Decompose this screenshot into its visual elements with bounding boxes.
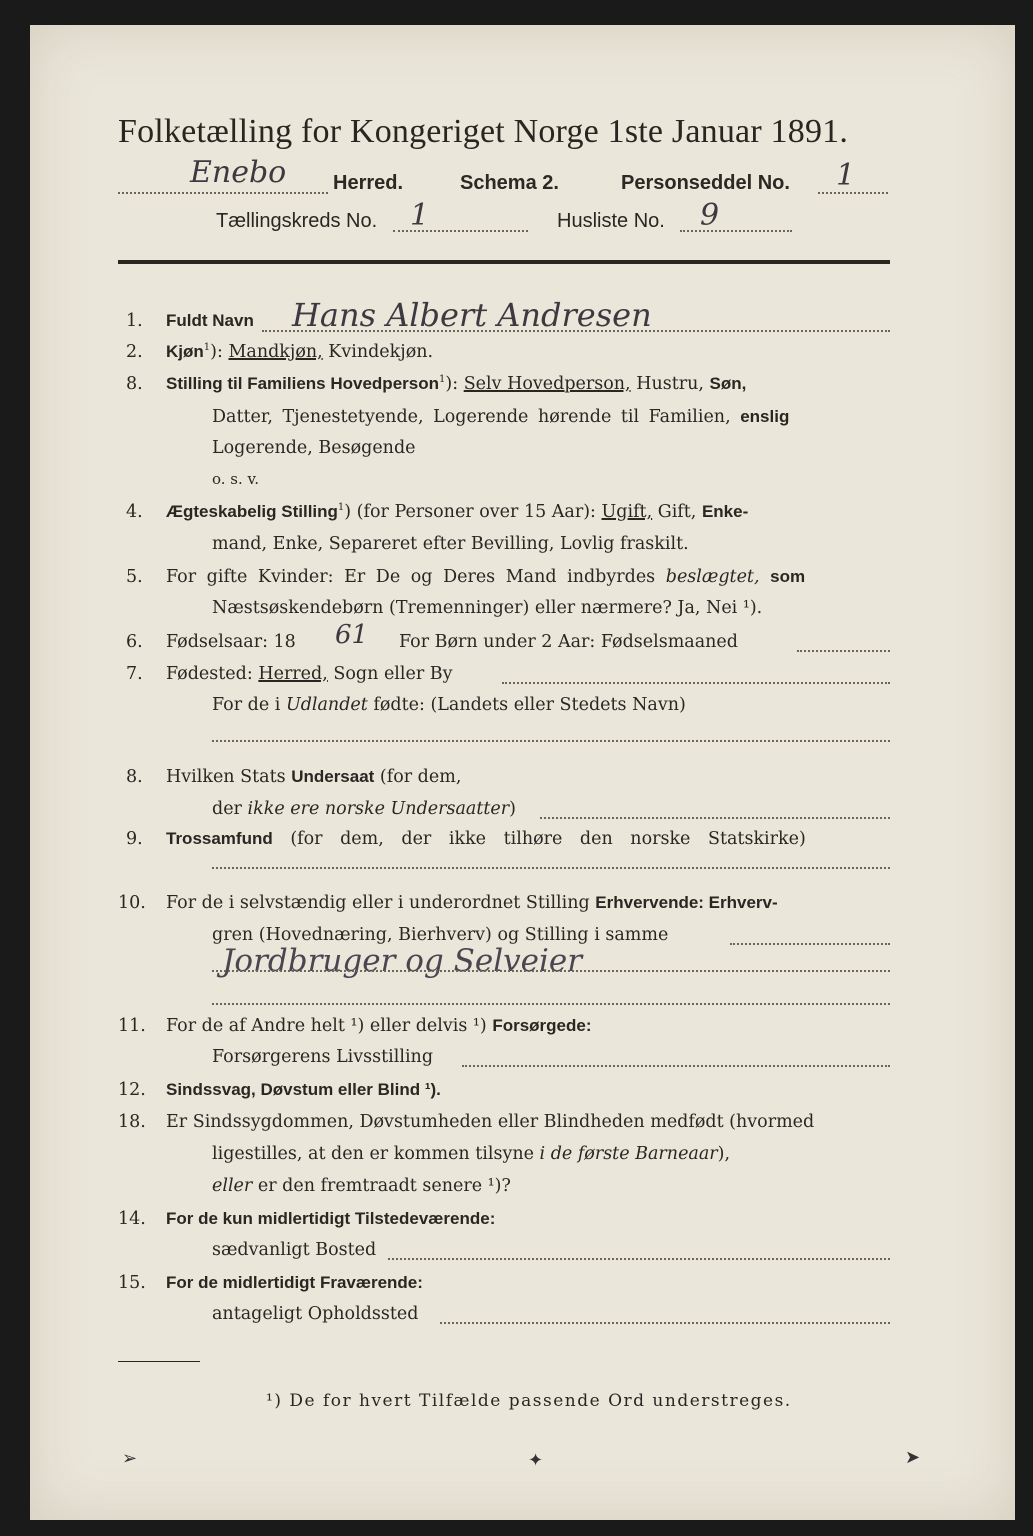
item-7-line-2b: fødte: (Landets eller Stedets Navn) xyxy=(373,695,686,715)
item-13-line-2b: ), xyxy=(717,1144,731,1164)
personseddel-value: 1 xyxy=(836,158,856,193)
item-13-line-2a: ligestilles, at den er kommen tilsyne xyxy=(212,1144,534,1164)
item-5-line-2: Næstsøskendebørn (Tremenninger) eller nærmere? Ja, Nei ¹). xyxy=(212,598,763,618)
item-11-dotted-line xyxy=(462,1065,890,1067)
item-5-line-1 xyxy=(166,567,805,587)
item-13-line-2-italic: i de første Barneaar xyxy=(539,1144,718,1164)
birth-year-handwritten: 61 xyxy=(335,620,369,650)
item-7-line-2a: For de i xyxy=(212,695,281,715)
item-10-line-1 xyxy=(166,893,778,913)
item-3-label: Stilling til Familiens Hovedperson xyxy=(166,374,439,393)
item-7-label: Fødested: xyxy=(166,664,253,684)
item-13-line-3b: er den fremtraadt senere ¹)? xyxy=(257,1176,511,1196)
item-5-beslaegtet: beslægtet, xyxy=(665,567,760,587)
item-10-answer-line-2 xyxy=(212,1003,890,1005)
item-8-rest: (for dem, xyxy=(379,767,462,787)
option-kvindekjon: Kvindekjøn. xyxy=(328,342,434,362)
item-15-number: 15. xyxy=(118,1273,146,1293)
husliste-value: 9 xyxy=(700,198,720,233)
kreds-value: 1 xyxy=(410,198,430,233)
item-7-number: 7. xyxy=(126,664,143,684)
item-12-number: 12. xyxy=(118,1080,146,1100)
option-hustru: Hustru, xyxy=(636,374,704,394)
item-10-erhvervende: Erhvervende: Erhverv- xyxy=(595,893,778,912)
item-7-line-2 xyxy=(212,695,686,715)
item-10-line-2: gren (Hovednæring, Bierhverv) og Stilling i samme xyxy=(212,925,669,945)
item-13-line-2 xyxy=(212,1144,730,1164)
item-1-label: Fuldt Navn xyxy=(166,311,254,330)
item-11-line-1-text: For de af Andre helt ¹) eller delvis ¹) xyxy=(166,1016,487,1036)
item-14-line-2: sædvanligt Bosted xyxy=(212,1240,377,1260)
item-14-line-1: For de kun midlertidigt Tilstedeværende: xyxy=(166,1209,496,1228)
option-ugift-selected: Ugift, xyxy=(601,502,653,522)
item-8-label: Hvilken Stats xyxy=(166,767,286,787)
herred-dotted-line xyxy=(118,192,328,194)
item-4-line-1 xyxy=(166,502,748,522)
item-9-answer-line xyxy=(212,867,890,869)
option-enslig: enslig xyxy=(740,407,790,426)
item-8-undersaat: Undersaat xyxy=(291,767,375,786)
item-15-line-2: antageligt Opholdssted xyxy=(212,1304,419,1324)
item-3-line-4: o. s. v. xyxy=(212,470,259,488)
item-8-line-2-italic: ikke ere norske Undersaatter xyxy=(247,799,510,819)
item-8-dotted-line xyxy=(540,817,890,819)
item-9-number: 9. xyxy=(126,829,143,849)
item-14-number: 14. xyxy=(118,1209,146,1229)
item-4-label: Ægteskabelig Stilling xyxy=(166,502,338,521)
option-mandkjon-selected: Mandkjøn, xyxy=(228,342,323,362)
item-2-number: 2. xyxy=(126,342,143,362)
item-13-line-3 xyxy=(212,1176,511,1196)
schema-label: Schema 2. xyxy=(460,172,559,194)
option-selv-hovedperson-selected: Selv Hovedperson, xyxy=(463,374,631,394)
option-gift: Gift, xyxy=(657,502,697,522)
item-11-line-1 xyxy=(166,1016,592,1036)
item-3-colon: ): xyxy=(445,374,459,394)
item-3-number: 8. xyxy=(126,374,143,394)
item-11-number: 11. xyxy=(118,1016,146,1036)
item-15-dotted-line xyxy=(440,1322,890,1324)
herred-label: Herred. xyxy=(333,172,404,194)
item-6-number: 6. xyxy=(126,632,143,652)
item-6-rest: For Børn under 2 Aar: Fødselsmaaned xyxy=(399,632,738,652)
item-3-line-1 xyxy=(166,374,746,394)
item-7-rest: Sogn eller By xyxy=(333,664,453,684)
item-10-number: 10. xyxy=(118,893,146,913)
item-13-line-1: Er Sindssygdommen, Døvstumheden eller Blindheden medfødt (hvormed xyxy=(166,1112,815,1132)
item-1-number: 1. xyxy=(126,311,143,331)
item-13-number: 18. xyxy=(118,1112,146,1132)
item-6-dotted-line xyxy=(797,650,890,652)
item-8-line-2a: der xyxy=(212,799,242,819)
occupation-handwritten: Jordbruger og Selveier xyxy=(222,943,583,979)
item-9-label: Trossamfund xyxy=(166,829,273,848)
item-10-answer-line-1 xyxy=(212,970,890,972)
item-6-label: Fødselsaar: 18 xyxy=(166,632,296,652)
item-9-rest: (for dem, der ikke tilhøre den norske Statskirke) xyxy=(290,829,806,849)
item-10-line-1-text: For de i selvstændig eller i underordnet Stilling xyxy=(166,893,590,913)
item-2-line: Kjøn$^1$): Mandkjøn, Kvindekjøn. xyxy=(166,342,434,362)
item-3-line-2 xyxy=(212,407,789,427)
option-son: Søn, xyxy=(709,374,747,393)
item-14-dotted-line xyxy=(388,1258,890,1260)
item-4-line-2: mand, Enke, Separeret efter Bevilling, Lovlig fraskilt. xyxy=(212,534,689,554)
item-7-dotted-line xyxy=(502,682,890,684)
item-4-number: 4. xyxy=(126,502,143,522)
husliste-label: Husliste No. xyxy=(557,210,665,232)
item-3-line-2-text: Datter, Tjenestetyende, Logerende hørende til Familien, xyxy=(212,407,731,427)
item-8-line-1 xyxy=(166,767,461,787)
item-11-forsorgede: Forsørgede: xyxy=(492,1016,592,1035)
item-2-label: Kjøn xyxy=(166,342,204,361)
herred-handwritten: Enebo xyxy=(190,155,287,190)
item-7-answer-line xyxy=(212,740,890,742)
item-11-line-2: Forsørgerens Livsstilling xyxy=(212,1047,434,1067)
item-5-rest: Er De og Deres Mand indbyrdes xyxy=(344,567,656,587)
item-8-line-2 xyxy=(212,799,516,819)
registration-mark-center-icon: ✦ xyxy=(528,1450,544,1471)
item-5-number: 5. xyxy=(126,567,143,587)
kreds-label: Tællingskreds No. xyxy=(216,210,378,232)
item-13-eller: eller xyxy=(212,1176,253,1196)
item-7-line-1 xyxy=(166,664,453,684)
item-2-colon: : xyxy=(216,342,223,362)
item-5-som: som xyxy=(770,567,806,586)
item-9-line xyxy=(166,829,806,849)
item-10-dotted-line xyxy=(730,943,890,945)
header-rule xyxy=(118,260,890,264)
footnote-rule xyxy=(118,1361,200,1362)
footnote-ref: 1 xyxy=(203,342,211,354)
item-12-line: Sindssvag, Døvstum eller Blind ¹). xyxy=(166,1080,441,1099)
husliste-dotted-line xyxy=(680,230,792,232)
registration-mark-left-icon: ➢ xyxy=(122,1448,138,1469)
item-5-label: For gifte Kvinder: xyxy=(166,567,334,587)
item-7-udlandet: Udlandet xyxy=(285,695,368,715)
footnote-ref: 1 xyxy=(337,502,345,514)
option-herred-selected: Herred, xyxy=(258,664,328,684)
footnote: ¹) De for hvert Tilfælde passende Ord understreges. xyxy=(266,1391,792,1411)
option-enke: Enke- xyxy=(701,502,749,521)
item-8-line-2b: ) xyxy=(509,799,516,819)
item-8-number: 8. xyxy=(126,767,143,787)
footnote-ref: 1 xyxy=(439,374,446,386)
personseddel-label: Personseddel No. xyxy=(621,172,790,194)
full-name-handwritten: Hans Albert Andresen xyxy=(292,296,652,334)
item-3-line-3: Logerende, Besøgende xyxy=(212,438,416,458)
form-title: Folketælling for Kongeriget Norge 1ste Januar 1891. xyxy=(118,113,849,150)
item-15-line-1: For de midlertidigt Fraværende: xyxy=(166,1273,423,1292)
registration-mark-right-icon: ➤ xyxy=(905,1447,921,1468)
item-4-rest: ) (for Personer over 15 Aar): xyxy=(344,502,596,522)
